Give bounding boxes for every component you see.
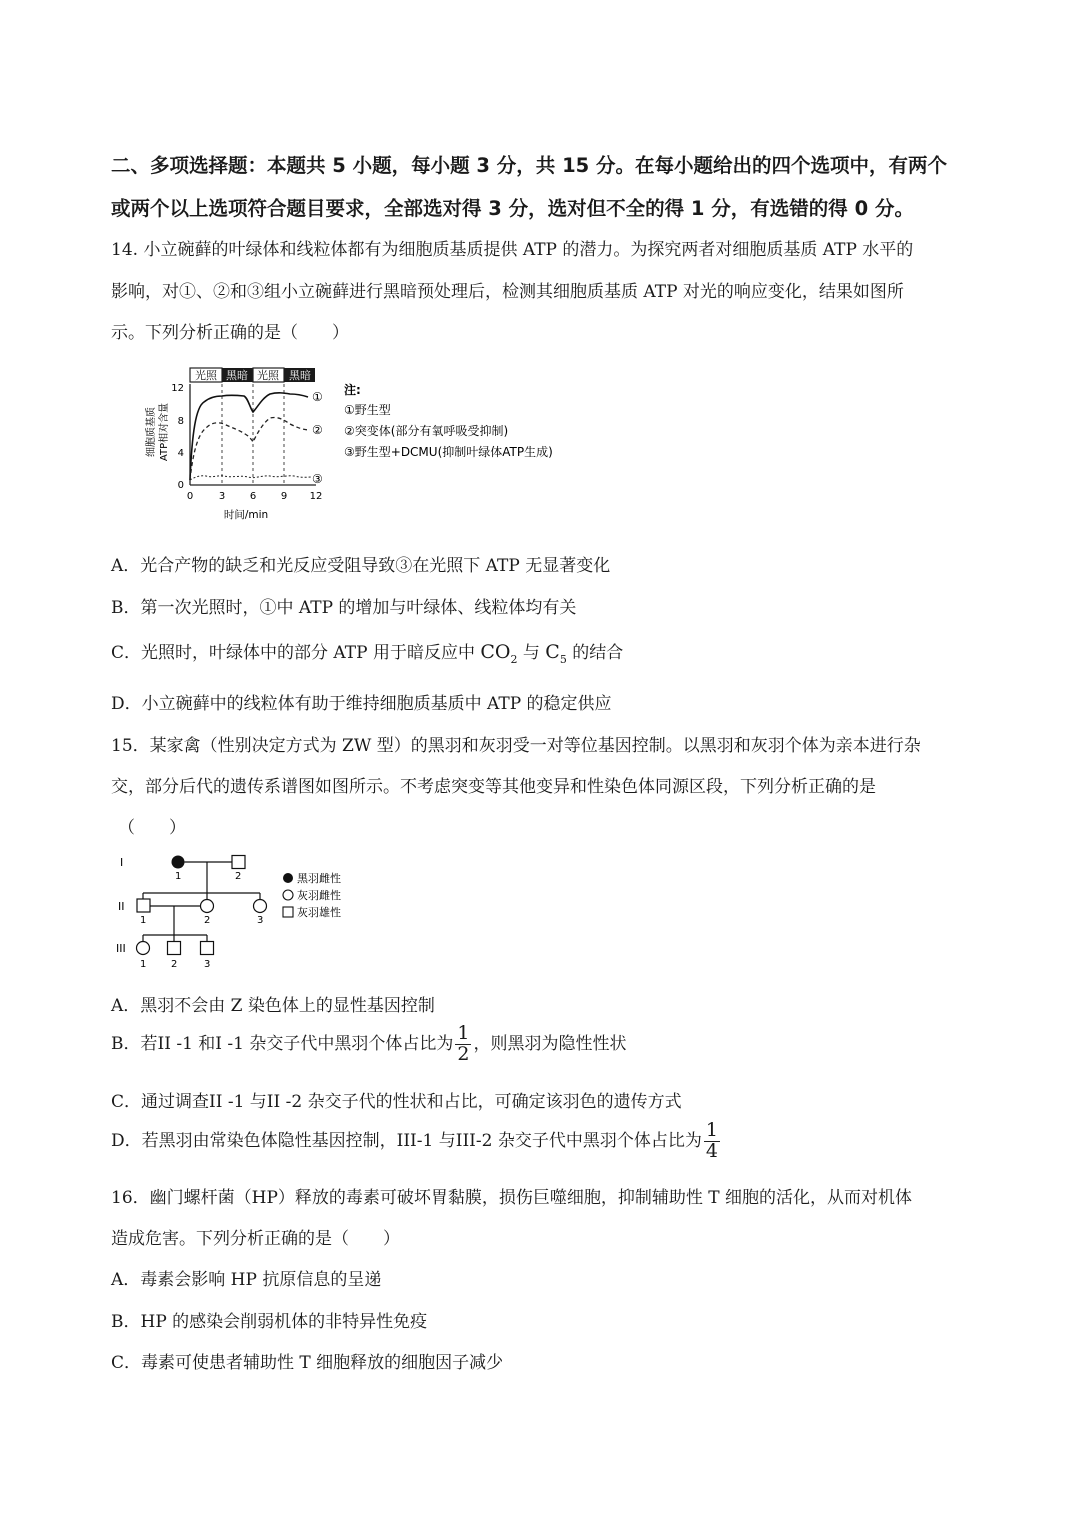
generation-label-ii: II bbox=[118, 900, 125, 913]
chart-note-title: 注: bbox=[344, 383, 361, 397]
legend-black-female: 黑羽雌性 bbox=[297, 872, 341, 885]
bar-label-light-1: 光照 bbox=[195, 369, 217, 382]
pedigree-iii-3-gray-male bbox=[201, 942, 214, 955]
bar-label-light-2: 光照 bbox=[257, 369, 279, 382]
legend-gray-male: 灰羽雄性 bbox=[297, 906, 341, 919]
q15-option-a: A．黑羽不会由 Z 染色体上的显性基因控制 bbox=[111, 996, 435, 1016]
q14-stem-line-2: 影响，对①、②和③组小立碗藓进行黑暗预处理后，检测其细胞质基质 ATP 对光的响应变化，结果如图所 bbox=[111, 282, 904, 302]
fraction-one-quarter bbox=[704, 1121, 720, 1162]
q16-stem-line-1: 16．幽门螺杆菌（HP）释放的毒素可破坏胃黏膜，损伤巨噬细胞，抑制辅助性 T 细胞的活化，从而对机体 bbox=[111, 1188, 913, 1208]
pedigree-num-iii-2: 2 bbox=[171, 959, 178, 970]
light-dark-bar bbox=[190, 368, 315, 382]
curve-1-wild-type bbox=[190, 393, 308, 480]
q15-option-d-text: D．若黑羽由常染色体隐性基因控制，III-1 与III-2 杂交子代中黑羽个体占比为 bbox=[111, 1130, 702, 1151]
y-tick-12: 12 bbox=[171, 383, 184, 394]
pedigree-iii-2-gray-male bbox=[168, 942, 181, 955]
y-tick-8: 8 bbox=[177, 416, 184, 427]
pedigree-ii-2-gray-female bbox=[201, 900, 214, 913]
bar-label-dark-2: 黑暗 bbox=[289, 369, 311, 382]
q15-stem-line-1: 15．某家禽（性别决定方式为 ZW 型）的黑羽和灰羽受一对等位基因控制。以黑羽和灰羽个体为亲本进行杂 bbox=[111, 736, 921, 756]
q14-option-c bbox=[111, 638, 623, 666]
q15-option-b-text: B．若II -1 和I -1 杂交子代中黑羽个体占比为 bbox=[111, 1033, 454, 1054]
co2-formula bbox=[480, 641, 518, 666]
q14-option-a: A．光合产物的缺乏和光反应受阻导致③在光照下 ATP 无显著变化 bbox=[111, 556, 611, 576]
q14-option-c-mid: 与 bbox=[517, 643, 546, 663]
legend-black-female-symbol bbox=[283, 873, 293, 883]
fraction-denominator: 2 bbox=[457, 1042, 470, 1065]
q15-stem-line-3: （ ） bbox=[118, 818, 186, 838]
fraction-denominator: 4 bbox=[705, 1139, 718, 1162]
co2-subscript: 2 bbox=[510, 652, 518, 666]
q14-option-b: B．第一次光照时，①中 ATP 的增加与叶绿体、线粒体均有关 bbox=[111, 598, 577, 618]
q14-atp-chart bbox=[140, 362, 620, 527]
curve-2-mutant bbox=[190, 417, 310, 480]
fraction-one-half bbox=[455, 1024, 471, 1065]
c-symbol: C bbox=[545, 641, 560, 663]
q14-option-d: D．小立碗藓中的线粒体有助于维持细胞质基质中 ATP 的稳定供应 bbox=[111, 694, 612, 714]
pedigree-num-iii-1: 1 bbox=[140, 959, 147, 970]
q16-option-b: B．HP 的感染会削弱机体的非特异性免疫 bbox=[111, 1312, 428, 1332]
pedigree-num-iii-3: 3 bbox=[204, 959, 211, 970]
y-tick-0: 0 bbox=[177, 480, 184, 491]
fraction-numerator: 1 bbox=[705, 1119, 718, 1141]
chart-note-1: ①野生型 bbox=[344, 403, 391, 417]
q14-stem-line-3: 示。下列分析正确的是（ ） bbox=[111, 323, 349, 343]
q15-option-d bbox=[111, 1121, 722, 1162]
pedigree-num-ii-3: 3 bbox=[257, 915, 264, 926]
x-axis-label: 时间/min bbox=[223, 509, 269, 521]
q15-stem-line-2: 交，部分后代的遗传系谱图如图所示。不考虑突变等其他变异和性染色体同源区段，下列分析正确的是 bbox=[111, 777, 876, 797]
fraction-numerator: 1 bbox=[457, 1022, 470, 1044]
x-tick-0: 0 bbox=[186, 491, 194, 502]
legend-gray-female: 灰羽雌性 bbox=[297, 889, 341, 902]
q15-option-c: C．通过调查II -1 与II -2 杂交子代的性状和占比，可确定该羽色的遗传方式 bbox=[111, 1092, 682, 1112]
curve-label-2: ② bbox=[312, 423, 323, 437]
q15-pedigree bbox=[112, 848, 372, 973]
pedigree-ii-3-gray-female bbox=[254, 900, 267, 913]
section-heading-line-2: 或两个以上选项符合题目要求，全部选对得 3 分，选对但不全的得 1 分，有选错的得 0 分。 bbox=[111, 197, 914, 220]
pedigree-num-ii-2: 2 bbox=[204, 915, 211, 926]
q16-option-a: A．毒素会影响 HP 抗原信息的呈递 bbox=[111, 1270, 382, 1290]
generation-label-i: I bbox=[120, 856, 124, 869]
y-axis-label-1: 细胞质基质 bbox=[146, 407, 157, 457]
c5-formula bbox=[545, 641, 567, 666]
legend-gray-female-symbol bbox=[283, 890, 293, 900]
pedigree-ii-1-gray-male bbox=[137, 899, 150, 912]
x-tick-3: 3 bbox=[218, 491, 226, 502]
q14-option-c-text: C．光照时，叶绿体中的部分 ATP 用于暗反应中 bbox=[111, 643, 481, 663]
pedigree-i-1-black-female bbox=[172, 856, 185, 869]
pedigree-num-i-2: 2 bbox=[235, 871, 242, 882]
q15-option-b-end: ，则黑羽为隐性性状 bbox=[473, 1033, 627, 1054]
curve-3-dcmu bbox=[190, 476, 312, 480]
x-tick-12: 12 bbox=[309, 491, 323, 502]
generation-label-iii: III bbox=[116, 942, 126, 955]
chart-note-3: ③野生型+DCMU(抑制叶绿体ATP生成) bbox=[344, 445, 553, 459]
pedigree-num-i-1: 1 bbox=[175, 871, 182, 882]
x-tick-6: 6 bbox=[249, 491, 257, 502]
q16-stem-line-2: 造成危害。下列分析正确的是（ ） bbox=[111, 1229, 400, 1249]
pedigree-num-ii-1: 1 bbox=[140, 915, 147, 926]
y-tick-4: 4 bbox=[177, 448, 184, 459]
q15-option-b bbox=[111, 1024, 626, 1065]
legend-gray-male-symbol bbox=[283, 907, 293, 917]
q14-option-c-end: 的结合 bbox=[566, 643, 624, 663]
curve-label-3: ③ bbox=[312, 472, 323, 486]
c5-subscript: 5 bbox=[559, 652, 567, 666]
pedigree-iii-1-gray-female bbox=[137, 942, 150, 955]
x-tick-9: 9 bbox=[280, 491, 288, 502]
y-axis-label-2: ATP相对含量 bbox=[159, 402, 170, 462]
co-symbol: CO bbox=[480, 641, 511, 663]
chart-note-2: ②突变体(部分有氧呼吸受抑制) bbox=[344, 424, 509, 438]
section-heading-line-1: 二、多项选择题：本题共 5 小题，每小题 3 分，共 15 分。在每小题给出的四个选项中，有两个 bbox=[111, 154, 948, 177]
curve-label-1: ① bbox=[312, 390, 323, 404]
pedigree-i-2-gray-male bbox=[232, 856, 245, 869]
q16-option-c: C．毒素可使患者辅助性 T 细胞释放的细胞因子减少 bbox=[111, 1353, 504, 1373]
bar-label-dark-1: 黑暗 bbox=[226, 369, 248, 382]
q14-stem-line-1: 14. 小立碗藓的叶绿体和线粒体都有为细胞质基质提供 ATP 的潜力。为探究两者对细胞质基质 ATP 水平的 bbox=[111, 240, 914, 260]
